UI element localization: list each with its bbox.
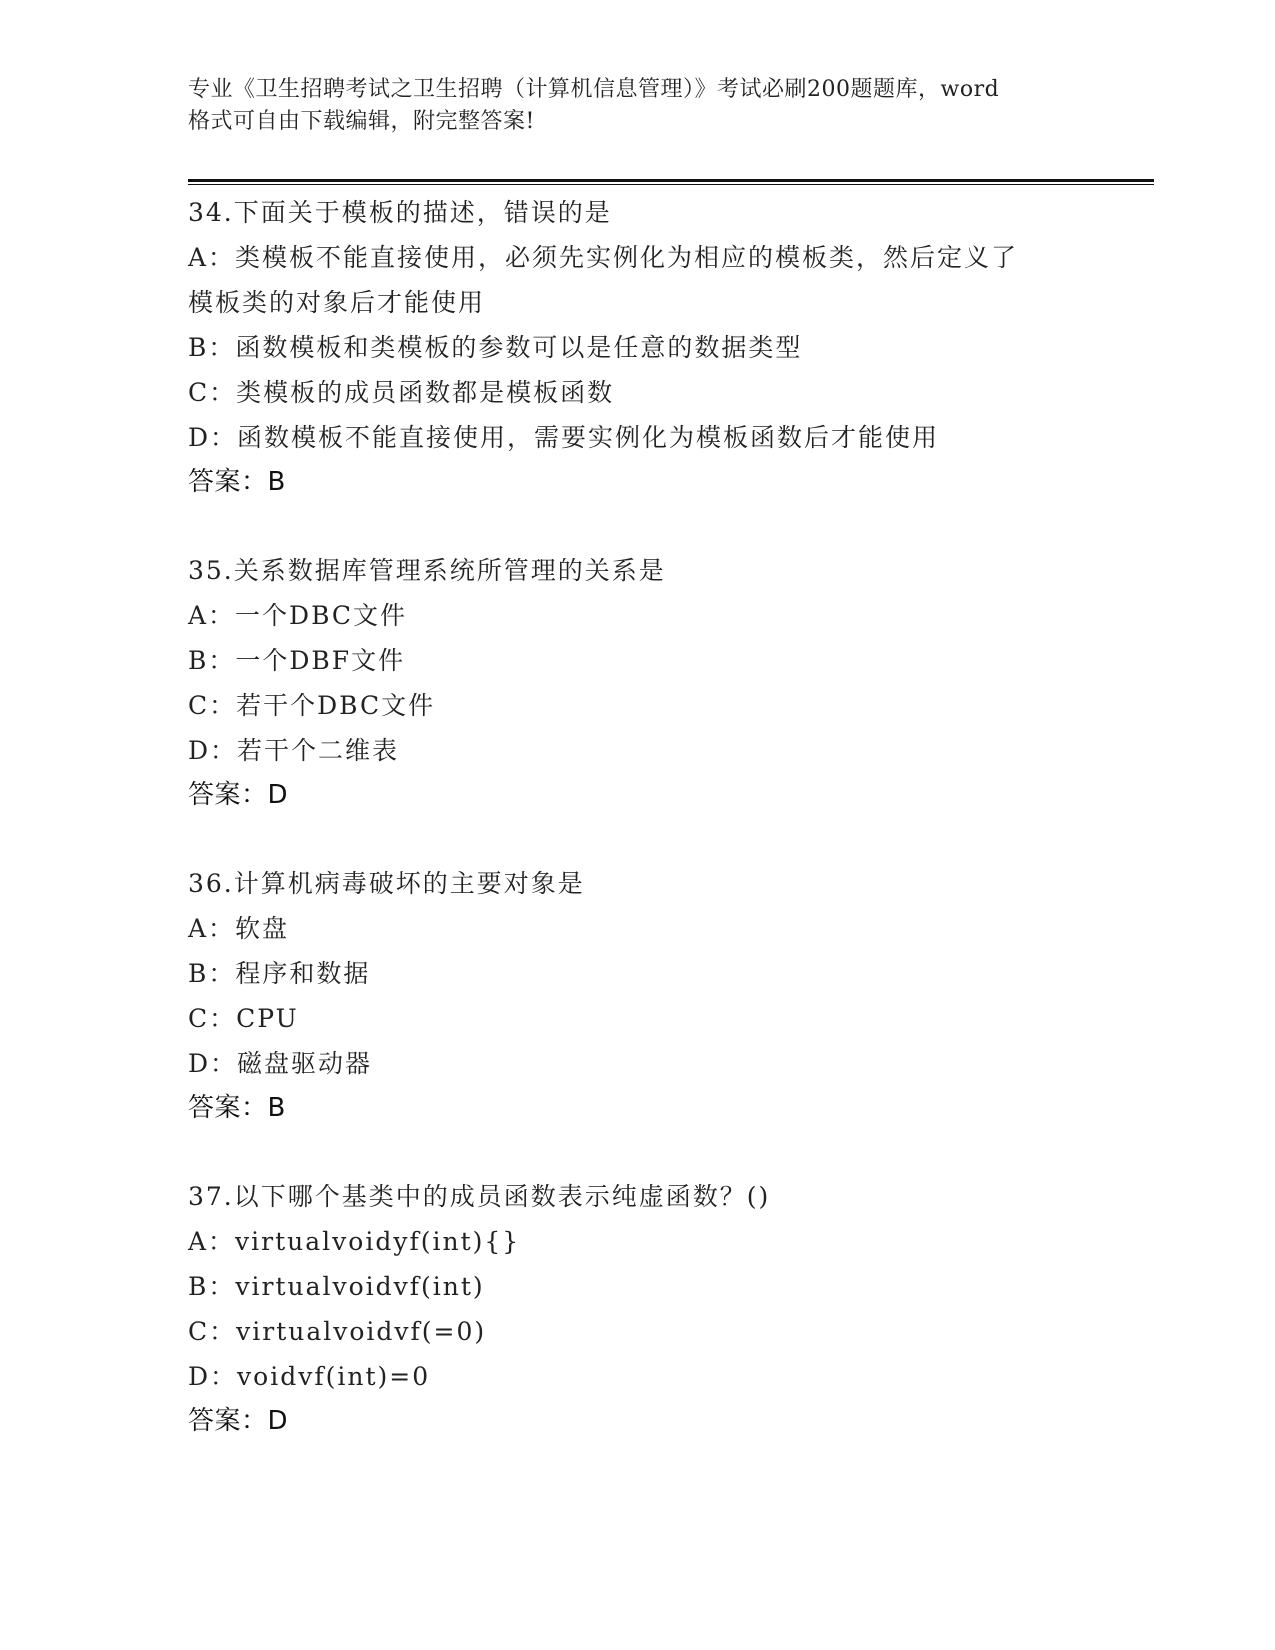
question-35	[188, 548, 1148, 818]
document-header	[188, 74, 1088, 138]
option-c: C：virtualvoidvf(=0)	[188, 1317, 487, 1346]
option-d: D：磁盘驱动器	[188, 1049, 373, 1078]
option-a: A：类模板不能直接使用，必须先实例化为相应的模板类，然后定义了	[188, 243, 1019, 272]
header-line-1: 专业《卫生招聘考试之卫生招聘（计算机信息管理）》考试必刷200题题库，word	[188, 77, 1000, 102]
option-b: B：virtualvoidvf(int)	[188, 1272, 485, 1301]
answer-label: 答案：B	[188, 1093, 286, 1123]
option-d: D：函数模板不能直接使用，需要实例化为模板函数后才能使用	[188, 423, 940, 452]
answer-label: 答案：D	[188, 1406, 289, 1436]
option-a: A：软盘	[188, 914, 290, 943]
option-c: C：类模板的成员函数都是模板函数	[188, 378, 615, 407]
question-34	[188, 190, 1148, 505]
answer-label: 答案：D	[188, 780, 289, 810]
option-a-continued: 模板类的对象后才能使用	[188, 288, 486, 317]
header-divider-thick	[188, 179, 1154, 182]
question-37	[188, 1174, 1148, 1444]
option-b: B：函数模板和类模板的参数可以是任意的数据类型	[188, 333, 803, 362]
option-b: B：一个DBF文件	[188, 646, 406, 675]
question-title: 34.下面关于模板的描述，错误的是	[188, 198, 612, 227]
option-d: D：voidvf(int)=0	[188, 1362, 431, 1391]
header-divider-thin	[188, 184, 1154, 185]
option-c: C：若干个DBC文件	[188, 691, 436, 720]
header-line-2: 格式可自由下载编辑，附完整答案!	[188, 109, 535, 134]
question-title: 36.计算机病毒破坏的主要对象是	[188, 869, 585, 898]
option-a: A：一个DBC文件	[188, 601, 408, 630]
option-c: C：CPU	[188, 1004, 299, 1033]
question-title: 37.以下哪个基类中的成员函数表示纯虚函数？()	[188, 1182, 771, 1211]
answer-label: 答案：B	[188, 467, 286, 497]
option-d: D：若干个二维表	[188, 736, 400, 765]
option-b: B：程序和数据	[188, 959, 371, 988]
question-36	[188, 861, 1148, 1131]
option-a: A：virtualvoidyf(int){}	[188, 1227, 521, 1256]
question-title: 35.关系数据库管理系统所管理的关系是	[188, 556, 666, 585]
question-list	[188, 190, 1148, 1487]
